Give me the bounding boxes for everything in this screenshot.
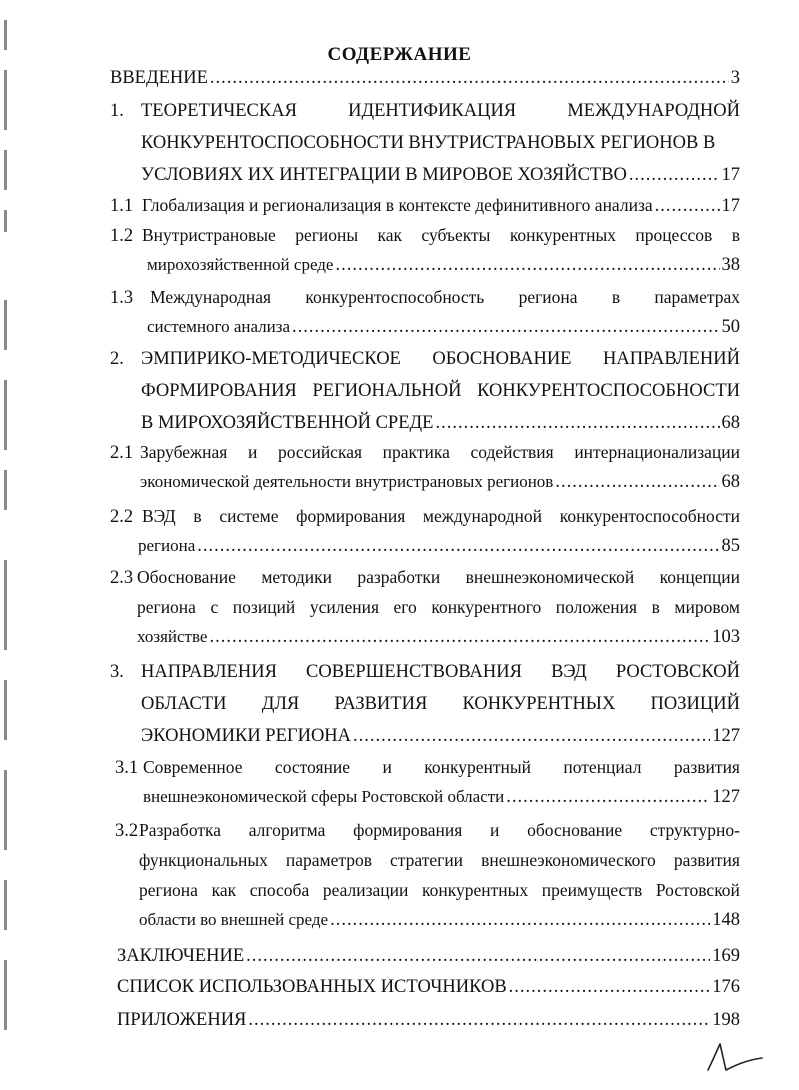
section-2-3-word: конкурентного bbox=[431, 597, 542, 617]
dot-leader bbox=[629, 159, 720, 191]
section-3-2-word: обоснование bbox=[527, 820, 623, 840]
conclusion-label: ЗАКЛЮЧЕНИЕ bbox=[117, 946, 245, 966]
section-3-2-word: алгоритма bbox=[248, 820, 326, 840]
chapter-3-page: 127 bbox=[712, 726, 740, 746]
section-3-2-word: структурно- bbox=[649, 820, 740, 840]
toc-entry-section-1-3[interactable] bbox=[110, 282, 740, 342]
sources-label: СПИСОК ИСПОЛЬЗОВАННЫХ ИСТОЧНИКОВ bbox=[117, 977, 507, 997]
dot-leader bbox=[353, 720, 710, 752]
section-1-1-title: Глобализация и регионализация в контексте дефинитивного анализа bbox=[142, 195, 653, 215]
toc-entry-section-2-3[interactable] bbox=[110, 562, 740, 652]
section-2-1-word: содействия bbox=[470, 442, 554, 462]
section-3-1-line-2: внешнеэкономической сферы Ростовской области bbox=[143, 787, 505, 806]
section-2-3-line-3: хозяйстве bbox=[137, 627, 208, 646]
section-2-1-word: и bbox=[247, 442, 258, 462]
section-2-3-word: в bbox=[651, 597, 660, 617]
chapter-1-page: 17 bbox=[721, 165, 740, 185]
toc-entry-appendix[interactable] bbox=[117, 1005, 740, 1035]
chapter-1-word: ИДЕНТИФИКАЦИЯ bbox=[348, 101, 517, 121]
section-3-2-word: функциональных bbox=[139, 850, 268, 870]
section-number: 2.2 bbox=[110, 507, 134, 527]
section-number: 1.1 bbox=[110, 196, 134, 216]
handwritten-page-mark bbox=[700, 1038, 770, 1078]
section-2-1-line-2: экономической деятельности внутристрановых регионов bbox=[140, 472, 554, 491]
chapter-3-word: ДЛЯ bbox=[261, 694, 300, 714]
chapter-1-line-3: УСЛОВИЯХ ИХ ИНТЕГРАЦИИ В МИРОВОЕ ХОЗЯЙСТВО bbox=[141, 165, 627, 185]
chapter-3-word: НАПРАВЛЕНИЯ bbox=[141, 662, 277, 682]
chapter-1-word: ТЕОРЕТИЧЕСКАЯ bbox=[141, 101, 297, 121]
toc-entry-chapter-2[interactable] bbox=[110, 343, 740, 439]
section-2-3-page: 103 bbox=[712, 627, 740, 647]
chapter-number: 3. bbox=[110, 662, 124, 682]
section-1-2-word: регионы bbox=[295, 225, 359, 245]
section-3-2-word: Разработка bbox=[139, 820, 222, 840]
section-3-1-word: Современное bbox=[143, 757, 243, 777]
section-1-1-page: 17 bbox=[721, 196, 740, 216]
section-1-2-word: как bbox=[377, 225, 403, 245]
section-2-1-page: 68 bbox=[721, 472, 740, 492]
section-1-2-word: процессов bbox=[635, 225, 713, 245]
section-1-3-word: параметрах bbox=[654, 287, 740, 307]
chapter-3-word: ОБЛАСТИ bbox=[141, 694, 227, 714]
dot-leader bbox=[292, 312, 720, 342]
toc-entry-section-1-2[interactable] bbox=[110, 220, 740, 280]
section-3-2-word: конкурентных bbox=[422, 880, 529, 900]
section-3-2-word: параметров bbox=[285, 850, 373, 870]
section-3-2-word: и bbox=[490, 820, 500, 840]
section-3-1-word: и bbox=[382, 757, 392, 777]
section-2-1-word: практика bbox=[382, 442, 450, 462]
toc-entry-conclusion[interactable] bbox=[117, 941, 740, 971]
scan-edge-marks bbox=[0, 0, 14, 1090]
section-3-2-page: 148 bbox=[712, 910, 740, 930]
section-2-3-word: мировом bbox=[674, 597, 740, 617]
section-3-2-word: формирования bbox=[353, 820, 463, 840]
dot-leader bbox=[655, 191, 720, 221]
section-1-2-line-2: мирохозяйственной среде bbox=[147, 255, 334, 274]
conclusion-page: 169 bbox=[712, 946, 740, 966]
chapter-1-word: МЕЖДУНАРОДНОЙ bbox=[567, 101, 740, 121]
section-2-2-page: 85 bbox=[721, 536, 740, 556]
section-1-3-word: Международная bbox=[150, 287, 272, 307]
section-2-3-word: региона bbox=[137, 597, 196, 617]
section-3-2-word: Ростовской bbox=[655, 880, 740, 900]
section-3-2-word: реализации bbox=[322, 880, 409, 900]
toc-entry-section-2-2[interactable] bbox=[110, 501, 740, 561]
intro-page: 3 bbox=[730, 68, 740, 88]
chapter-2-line-3: В МИРОХОЗЯЙСТВЕННОЙ СРЕДЕ bbox=[141, 413, 434, 433]
section-3-1-word: состояние bbox=[274, 757, 351, 777]
section-1-2-word: Внутристрановые bbox=[142, 225, 276, 245]
section-2-2-word: ВЭД bbox=[142, 506, 176, 526]
section-1-2-page: 38 bbox=[721, 255, 740, 275]
chapter-2-word: КОНКУРЕНТОСПОСОБНОСТИ bbox=[477, 381, 740, 401]
chapter-2-word: РЕГИОНАЛЬНОЙ bbox=[312, 381, 462, 401]
section-number: 1.2 bbox=[110, 226, 134, 246]
toc-entry-chapter-1[interactable] bbox=[110, 95, 740, 191]
section-3-1-page: 127 bbox=[712, 787, 740, 807]
toc-title: СОДЕРЖАНИЕ bbox=[327, 44, 472, 65]
dot-leader bbox=[197, 531, 719, 561]
section-number: 3.2 bbox=[115, 821, 139, 841]
chapter-3-word: СОВЕРШЕНСТВОВАНИЯ bbox=[306, 662, 522, 682]
section-1-2-word: субъекты bbox=[421, 225, 491, 245]
section-2-2-line-2: региона bbox=[138, 536, 196, 555]
section-1-3-word: в bbox=[611, 287, 621, 307]
section-3-2-word: преимуществ bbox=[541, 880, 643, 900]
section-1-3-word: региона bbox=[518, 287, 578, 307]
section-3-1-word: развития bbox=[673, 757, 740, 777]
section-2-1-word: Зарубежная bbox=[140, 442, 228, 462]
section-3-2-word: как bbox=[211, 880, 237, 900]
section-2-3-word: положения bbox=[555, 597, 638, 617]
chapter-1-line-2: КОНКУРЕНТОСПОСОБНОСТИ ВНУТРИСТРАНОВЫХ РЕГИОНОВ В bbox=[141, 133, 716, 153]
section-2-2-word: формирования bbox=[296, 506, 406, 526]
section-2-2-word: международной bbox=[422, 506, 543, 526]
section-2-3-word: Обоснование bbox=[137, 567, 236, 587]
section-3-2-line-4: области во внешней среде bbox=[139, 910, 329, 929]
chapter-2-word: ФОРМИРОВАНИЯ bbox=[141, 381, 297, 401]
section-2-3-word: методики bbox=[261, 567, 332, 587]
chapter-3-word: РАЗВИТИЯ bbox=[334, 694, 428, 714]
section-3-2-word: развития bbox=[673, 850, 740, 870]
section-2-3-word: концепции bbox=[659, 567, 740, 587]
section-3-2-word: способа bbox=[249, 880, 310, 900]
dot-leader bbox=[435, 407, 719, 439]
section-2-3-word: его bbox=[393, 597, 417, 617]
sources-page: 176 bbox=[712, 977, 740, 997]
dot-leader bbox=[555, 467, 719, 497]
section-3-2-word: региона bbox=[139, 880, 198, 900]
dot-leader bbox=[335, 250, 719, 280]
toc-entry-section-1-1[interactable] bbox=[110, 190, 740, 220]
section-3-1-word: конкурентный bbox=[424, 757, 531, 777]
toc-entry-section-3-1[interactable] bbox=[115, 752, 740, 812]
section-2-2-word: в bbox=[193, 506, 202, 526]
chapter-2-word: ОБОСНОВАНИЕ bbox=[432, 349, 572, 369]
chapter-2-word: НАПРАВЛЕНИЙ bbox=[603, 349, 740, 369]
section-1-3-line-2: системного анализа bbox=[147, 317, 290, 336]
dot-leader bbox=[509, 972, 711, 1002]
chapter-3-word: ВЭД bbox=[551, 662, 587, 682]
section-1-2-word: конкурентных bbox=[509, 225, 616, 245]
toc-entry-sources[interactable] bbox=[117, 972, 740, 1002]
chapter-number: 1. bbox=[110, 101, 124, 121]
section-3-2-word: стратегии bbox=[390, 850, 464, 870]
dot-leader bbox=[209, 622, 710, 652]
section-1-3-page: 50 bbox=[721, 317, 740, 337]
toc-entry-chapter-3[interactable] bbox=[110, 656, 740, 752]
section-2-2-word: конкурентоспособности bbox=[559, 506, 740, 526]
chapter-3-word: ПОЗИЦИЙ bbox=[650, 694, 740, 714]
section-number: 3.1 bbox=[115, 758, 139, 778]
dot-leader bbox=[506, 782, 710, 812]
intro-label: ВВЕДЕНИЕ bbox=[110, 68, 208, 88]
toc-entry-intro[interactable] bbox=[110, 63, 740, 93]
appendix-page: 198 bbox=[712, 1010, 740, 1030]
toc-entry-section-3-2[interactable] bbox=[115, 815, 740, 935]
section-3-1-word: потенциал bbox=[563, 757, 642, 777]
dot-leader bbox=[330, 905, 710, 935]
appendix-label: ПРИЛОЖЕНИЯ bbox=[117, 1010, 247, 1030]
section-2-3-word: с bbox=[210, 597, 219, 617]
dot-leader bbox=[210, 63, 729, 93]
chapter-3-word: КОНКУРЕНТНЫХ bbox=[462, 694, 616, 714]
dot-leader bbox=[248, 1005, 710, 1035]
section-number: 2.3 bbox=[110, 568, 134, 588]
section-2-3-word: позиций bbox=[232, 597, 296, 617]
section-2-3-word: разработки bbox=[357, 567, 441, 587]
section-number: 2.1 bbox=[110, 443, 134, 463]
chapter-3-line-3: ЭКОНОМИКИ РЕГИОНА bbox=[141, 726, 352, 746]
section-2-3-word: внешнеэкономической bbox=[465, 567, 635, 587]
section-2-1-word: интернационализации bbox=[574, 442, 740, 462]
chapter-2-page: 68 bbox=[721, 413, 740, 433]
chapter-2-word: ЭМПИРИКО-МЕТОДИЧЕСКОЕ bbox=[141, 349, 401, 369]
chapter-number: 2. bbox=[110, 349, 124, 369]
dot-leader bbox=[246, 941, 710, 971]
section-2-3-word: усиления bbox=[309, 597, 379, 617]
section-3-2-word: внешнеэкономического bbox=[481, 850, 656, 870]
section-1-2-word: в bbox=[731, 225, 740, 245]
section-2-2-word: системе bbox=[219, 506, 279, 526]
toc-entry-section-2-1[interactable] bbox=[110, 437, 740, 497]
section-2-1-word: российская bbox=[277, 442, 363, 462]
section-1-3-word: конкурентоспособность bbox=[305, 287, 485, 307]
chapter-3-word: РОСТОВСКОЙ bbox=[615, 662, 740, 682]
section-number: 1.3 bbox=[110, 288, 134, 308]
